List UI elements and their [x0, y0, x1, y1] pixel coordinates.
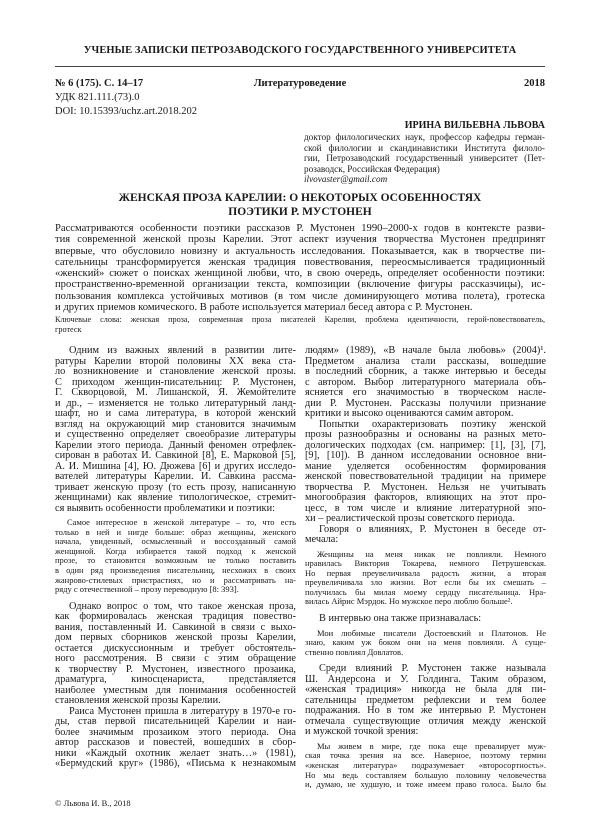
block-quote [305, 550, 546, 608]
paragraph-line: тривает женскую прозу (то есть прозу, написанную [55, 482, 296, 493]
copyright: © Львова И. В., 2018 [55, 798, 131, 808]
paragraph-line: цесс, в том числе и влияние литературной эпо- [305, 503, 546, 514]
paragraph-line: дологических подходах (см. например: [1], [3], [7], [305, 440, 546, 451]
paragraph-line: сательницы предметом рефлексии и тем более [305, 695, 546, 706]
paragraph-line: Говоря о влияниях, Р. Мустонен в беседе от- [319, 524, 546, 535]
abstract-line: пространственно-временной организации текста, композиции (включение фигуры рассказчицы), ис- [55, 279, 545, 291]
paragraph-line: многообразия факторов, влияющих на этот про- [305, 493, 546, 503]
paragraph-line: ного рассмотрения. В связи с этим обращение [55, 654, 296, 665]
quote-line: Но первая преувеличивала радость жизни, а вторая [305, 568, 546, 578]
paragraph-line: и мужской точкой зрения: [305, 727, 419, 738]
quote-line: Но мы ведь составляем большую половину человечества [305, 770, 546, 780]
paragraph-line: ратуры Карелии второй половины XX века ста- [55, 356, 296, 367]
paragraph-line: С приходом женщин-писательниц: Р. Мустонен, [55, 377, 296, 388]
keywords-line: Ключевые слова: женская проза, современная проза писателей Карелии, проблема идентичности, герой-повествователь, [55, 315, 545, 324]
paragraph-line: наиболее уместным для понимания особенностей [55, 685, 296, 696]
paragraph-line: шафт, но и сама литература, в которой женский [55, 409, 296, 419]
quote-line: Самое интересное в женской литературе – то, что есть [67, 518, 296, 527]
paragraph-line: женщинами) как явление типологическое, стремит- [55, 493, 296, 503]
paragraph-line: «женская традиция» никогда не была для пи- [305, 685, 546, 696]
block-quote [305, 742, 546, 790]
quote-line: жанрово-стилевых пристрастиях, но и рассматривать на- [55, 575, 296, 585]
keywords-line: гротеск [55, 324, 82, 334]
paragraph-line: отмечала существующие отличия между женской [305, 716, 546, 727]
quote-line: знаю, каким уж боком они на меня повлияли. А суще- [305, 638, 546, 648]
paragraph-line: женской повествовательной традиции на примере [305, 472, 546, 482]
doi: DOI: 10.15393/uchz.art.2018.202 [55, 106, 198, 117]
quote-line: ственно повлиял Довлатов. [305, 647, 404, 657]
left-column [55, 346, 296, 770]
paragraph-line: Попытки охарактеризовать поэтику женской [319, 419, 546, 430]
paragraph-line: драматурга, киносценариста, представляется [55, 675, 296, 686]
paragraph-line: творчества Р. Мустонен. Нельзя не учитывать [305, 482, 546, 493]
paragraph-line: Предметом анализа стали рассказы, вошедшие [305, 356, 546, 367]
title-line: ЖЕНСКАЯ ПРОЗА КАРЕЛИИ: О НЕКОТОРЫХ ОСОБЕННОСТЯХ [118, 192, 482, 204]
paragraph-line: мечала: [305, 535, 339, 545]
paragraph [305, 346, 546, 420]
year: 2018 [524, 78, 545, 89]
section-name: Литературоведение [253, 78, 347, 89]
quote-line: и, думаю, не худшую, и тоже имеем право голоса. Было бы [305, 780, 546, 790]
paragraph-line: Раиса Мустонен пришла в литературу в 1970-е го- [69, 706, 296, 717]
paragraph-line: мание уделяется особенностям формирования [305, 461, 546, 472]
quote-line: Мы живем в мире, где пока еще превалирует муж- [317, 741, 546, 751]
paragraph-line: людям» (1989), «В начале была любовь» (2004)¹. [305, 346, 546, 356]
paragraph-line: ники «Каждый охотник желает знать…» (1981), [55, 748, 296, 759]
paragraph-line: вания, поставленный И. Савкиной в связи с выхо- [55, 622, 296, 633]
paragraph-line: Одним из важных явлений в развитии лите- [69, 346, 296, 356]
paragraph-line: ды, став первой писательницей Карелии и наи- [55, 717, 296, 728]
quote-line: в один ряд произведения писательниц, несхожих в своих [55, 565, 296, 575]
udk-code: УДК 821.111.(73).0 [55, 92, 140, 103]
author-affiliation [304, 132, 545, 185]
quote-line: получилась бы милая моему сердцу писательница. Нра- [305, 587, 546, 597]
paragraph-line: Ш. Андерсона и У. Голдинга. Таким образом, [305, 674, 546, 685]
quote-line: женщиной. Когда избирается такой подход к женской [55, 546, 296, 556]
paragraph-line: с автором. Выбор литературного материала объ- [305, 377, 546, 388]
paragraph-line: [9], [10]). В данном исследовании основное вни- [305, 451, 546, 461]
abstract-line: «женский» сюжет о поисках женщиной любви, что, в свою очередь, определяет особенности поэтики: [55, 268, 545, 280]
affiliation-line: доктор филологических наук, профессор кафедры герман- [304, 132, 545, 142]
quote-line: только в ней и нигде больше: образ женщины, женского [55, 527, 296, 537]
paragraph-line: и существенно определяет своеобразие литературы [55, 430, 296, 440]
quote-line: ская точка зрения на все. Наверное, поэтому термин [305, 751, 546, 761]
right-column [305, 346, 546, 797]
paragraph-line: ся выявить особенности проблематики и поэтики: [55, 503, 275, 514]
paragraph-line: вателей литературы Карелии. И. Савкина рассма- [55, 472, 296, 482]
block-quote [305, 629, 546, 658]
quote-line: Женщины на меня никак не повлияли. Немного [317, 549, 546, 559]
paragraph-line: А. И. Мишина [4], Ю. Дюжева [6] и других исследо- [55, 461, 296, 472]
paragraph-line: В интервью она также признавалась: [319, 614, 482, 625]
affiliation-line: розаводск, Российская Федерация) [304, 163, 440, 174]
paragraph-line: ясняется его значимостью в творческом насле- [305, 388, 546, 398]
abstract-line: сательницы трансформируется женская традиция повествования, переосмысливается традиционный [55, 256, 545, 268]
paragraph-line: хи – реалистической прозы советского периода. [305, 514, 515, 524]
journal-title: УЧЕНЫЕ ЗАПИСКИ ПЕТРОЗАВОДСКОГО ГОСУДАРСТВЕННОГО УНИВЕРСИТЕТА [83, 45, 517, 56]
quote-line: преувеличивала зло жизни. Вот если бы их смешать – [305, 578, 546, 588]
paragraph-line: Однако вопрос о том, что такое женская проза, [69, 601, 296, 612]
abstract-line: и других приемов комического. В работе используется материал бесед автора с Р. Мустонен. [55, 302, 473, 314]
header-rule [55, 66, 545, 67]
abstract-line: пользования комплекса устойчивых мотивов (в том числе доминирующего мотива полета), гротеска [55, 290, 545, 302]
paragraph-line: и др., – изменяется не только литературный ланд- [55, 398, 296, 409]
paragraph-line: более значимым прозаиком этого периода. Она [55, 727, 296, 738]
paragraph-line: остается дискуссионным и требует обстоятель- [55, 643, 296, 654]
article-title [0, 191, 600, 219]
abstract-line: тия современной женской прозы Карелии. Этот аспект изучения творчества Мустонен предпринят [55, 234, 545, 246]
abstract [55, 223, 545, 313]
quote-line: «женская литература» подразумевает «второсортность». [305, 761, 546, 771]
paragraph-line: к творчеству Р. Мустонен, известного прозаика, [55, 664, 296, 675]
paragraph [305, 420, 546, 525]
paragraph-line: автор рассказов и повестей, вошедших в сбор- [55, 738, 296, 749]
abstract-line: впервые, что обусловило новизну и актуальность исследования. Показывается, как в творчестве пи- [55, 245, 545, 257]
affiliation-line: ской филологии и скандинавистики Института филоло- [304, 142, 545, 153]
quote-line: прозе, то становится возможным не только поставить [55, 556, 296, 566]
paragraph [305, 525, 546, 546]
paragraph-line: становления женской прозы Карелии. [55, 696, 221, 707]
quote-line: Мои любимые писатели Достоевский и Платонов. Не [317, 628, 546, 638]
paragraph [55, 602, 296, 707]
paragraph-line: критики и высоко оцениваются самим автором. [305, 409, 514, 419]
paragraph-line: прозы разнообразны и основаны на разных мето- [305, 430, 546, 440]
paragraph-line: дом первых сборников женской прозы Карелии, [55, 633, 296, 644]
issue-info: № 6 (175). С. 14–17 [55, 78, 144, 89]
paragraph-line: «Бермудский круг» (1986), «Письма к незнакомым [55, 759, 296, 770]
title-line: ПОЭТИКИ Р. МУСТОНЕН [228, 206, 372, 218]
paragraph-line: Карелии этого периода. Данный феномен отрефлек- [55, 440, 296, 451]
keywords [55, 315, 545, 334]
paragraph-line: взгляд на окружающий мир становится значимым [55, 419, 296, 430]
author-email[interactable]: ilvovaster@gmail.com [304, 174, 388, 185]
paragraph-line: ло возникновение и становление женской прозы. [55, 367, 296, 377]
abstract-line: Рассматриваются особенности поэтики рассказов Р. Мустонен 1990–2000-х годов в контексте разви- [55, 223, 545, 234]
paragraph-line: Среди влияний Р. Мустонен также называла [319, 664, 546, 675]
paragraph-line: подражания. Но в том же интервью Р. Мустонен [305, 706, 546, 717]
paragraph-line: Г. Скворцовой, М. Лишанской, Я. Жемойтелите [55, 388, 296, 398]
paragraph [305, 664, 546, 738]
quote-line: начала, увиденный, осмысленный и воссозданный самой [55, 537, 296, 547]
paragraph-line: сирован в работах И. Савкиной [8], Е. Марковой [5], [55, 451, 296, 461]
paragraph-line: дии Р. Мустонен. Рассказы получили признание [305, 398, 546, 409]
paragraph [305, 614, 546, 625]
paragraph [55, 346, 296, 514]
paragraph [55, 707, 296, 770]
quote-line: ряду с отечественной – прозу переводную [8: 393]. [55, 585, 239, 595]
block-quote [55, 518, 296, 595]
affiliation-line: гии, Петрозаводский государственный университет (Пет- [304, 153, 545, 164]
paragraph-line: в последний сборник, а также интервью и беседы [305, 367, 546, 377]
paragraph-line: как формировалась женская традиция повество- [55, 612, 296, 623]
quote-line: вилась Айрис Мэрдок. Но мужское перо люблю больше². [305, 597, 513, 607]
author-name: ИРИНА ВИЛЬЕВНА ЛЬВОВА [404, 120, 545, 131]
quote-line: нравилась Виктория Токарева, немного Петрушевская. [305, 559, 546, 569]
